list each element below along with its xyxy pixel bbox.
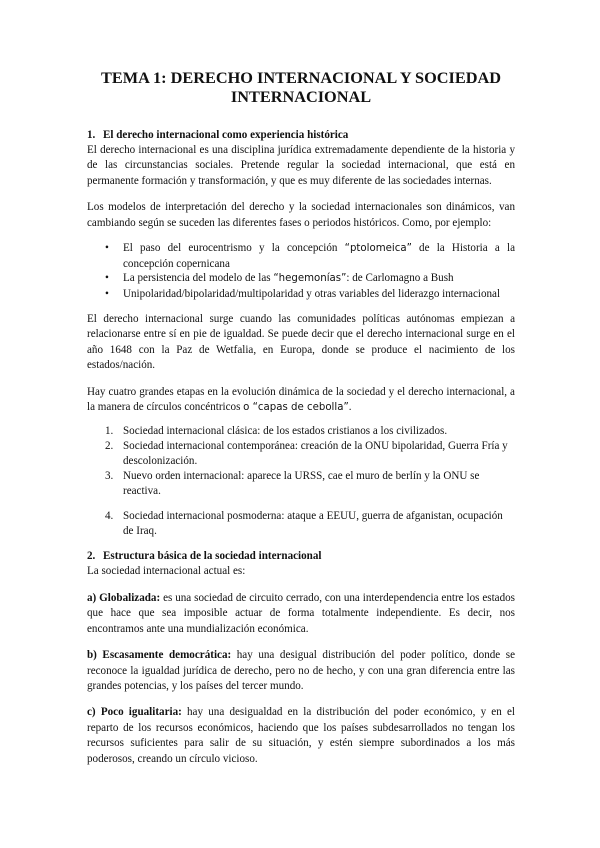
section-2-heading-text: Estructura básica de la sociedad internacional	[103, 550, 322, 563]
list-item-text: Sociedad internacional clásica: de los estados cristianos a los civilizados.	[123, 425, 448, 438]
bullet-list	[87, 241, 515, 301]
paragraph-4-quote: o “capas de cebolla”	[243, 402, 349, 414]
list-item-text: Nuevo orden internacional: aparece la URSS, cae el muro de berlín y la ONU se reactiva.	[123, 470, 480, 498]
list-item-text: Unipolaridad/bipolaridad/multipolaridad y otras variables del liderazgo internacional	[123, 287, 501, 300]
item-globalizada	[87, 591, 515, 637]
item-text: es una sociedad de circuito cerrado, con una interdependencia entre los estados que hace que sea imposible actuar de forma totalmente independiente. Es decir, nos encontramos ante una mundialización económica.	[87, 591, 515, 635]
list-item	[87, 469, 515, 499]
list-item-text: de la Historia a la concepción copernicana	[123, 242, 516, 270]
item-igualitaria	[87, 705, 515, 767]
list-number: 4.	[105, 510, 114, 523]
item-text: hay una desigual distribución del poder político, donde se reconoce la igualdad jurídica de derecho, pero no de hecho, y con una gran diferencia entre las grandes potencias, y los países del tercer mundo.	[87, 649, 516, 692]
item-democratica	[87, 648, 515, 694]
document-body	[87, 68, 515, 767]
list-item-text: : de Carlomagno a Bush	[346, 272, 454, 285]
bullet-icon: •	[105, 242, 109, 255]
list-item	[87, 439, 515, 469]
list-item-text: Sociedad internacional posmoderna: ataque a EEUU, guerra de afganistan, ocupación de Iraq.	[123, 510, 503, 538]
list-item	[87, 424, 515, 439]
item-label: c) Poco igualitaria:	[87, 706, 182, 719]
paragraph-4-text: Hay cuatro grandes etapas en la evolución dinámica de la sociedad y el derecho internacional, a la manera de círculos concéntricos	[87, 385, 515, 414]
list-number: 3.	[105, 470, 114, 483]
section-2-heading	[87, 549, 515, 564]
list-number: 2.	[105, 440, 114, 453]
section-2-intro: La sociedad internacional actual es:	[87, 565, 246, 578]
section-1-heading	[87, 128, 515, 143]
item-text: hay una desigualdad en la distribución del poder económico, y en el reparto de los recursos económicos, haciendo que los países subdesarrollados no tengan los recursos suficientes para salir de su situación, y estén siempre subordinados a los más poderosos, creando un círculo vicioso.	[87, 706, 515, 765]
list-item-text: Sociedad internacional contemporánea: creación de la ONU bipolaridad, Guerra Fría y descolonización.	[123, 440, 508, 468]
item-label: a) Globalizada:	[87, 591, 161, 604]
list-item-text: La persistencia del modelo de las	[123, 272, 274, 285]
list-item-quote: “ptolomeica”	[344, 243, 412, 255]
bullet-icon: •	[105, 272, 109, 285]
list-item-text: El paso del eurocentrismo y la concepción	[123, 242, 345, 255]
paragraph-3: El derecho internacional surge cuando las comunidades políticas autónomas empiezan a relacionarse entre sí en pie de igualdad. Se puede decir que el derecho internacional surge en el año 1648 con la Paz de Wetfalia, en Europa, donde se produce el nacimiento de los estados/nación.	[87, 313, 515, 372]
section-2-number: 2.	[87, 550, 96, 563]
section-1-number: 1.	[87, 129, 96, 141]
paragraph-4-end: .	[348, 401, 352, 414]
page-title: TEMA 1: DERECHO INTERNACIONAL Y SOCIEDAD INTERNACIONAL	[101, 68, 501, 106]
stages-list	[87, 424, 515, 539]
item-label: b) Escasamente democrática:	[87, 649, 232, 662]
list-item	[87, 509, 515, 539]
paragraph-4	[87, 385, 515, 416]
list-item	[87, 271, 515, 287]
section-1-heading-text: El derecho internacional como experiencia histórica	[103, 129, 349, 141]
list-item	[87, 241, 515, 271]
list-item-quote: “hegemonías”	[273, 273, 347, 285]
paragraph-1: El derecho internacional es una disciplina jurídica extremadamente dependiente de la historia y de las circunstancias sociales. Pretende regular la sociedad internacional, que está en permanente formación y transformación, y que es muy diferente de las sociedades internas.	[87, 144, 515, 187]
bullet-icon: •	[105, 287, 109, 300]
paragraph-2: Los modelos de interpretación del derecho y la sociedad internacionales son dinámicos, van cambiando según se suceden las diferentes fases o periodos históricos. Como, por ejemplo:	[87, 201, 515, 229]
list-item	[87, 287, 515, 302]
list-number: 1.	[105, 425, 114, 438]
